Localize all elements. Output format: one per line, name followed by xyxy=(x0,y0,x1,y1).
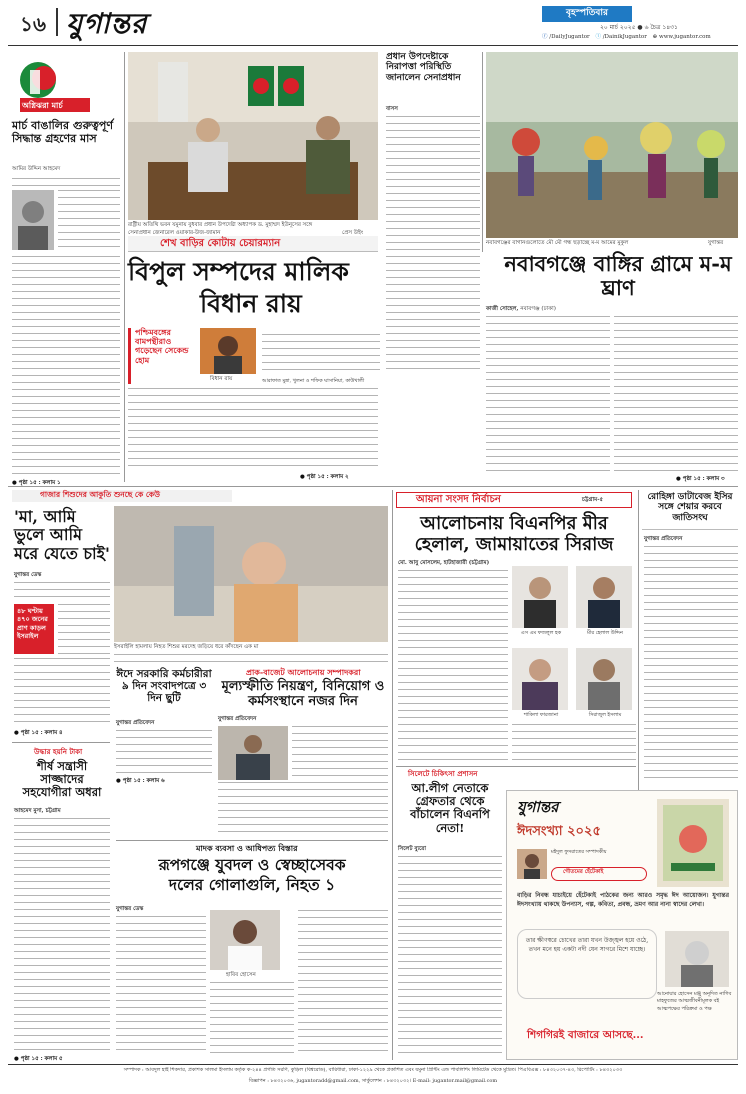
candidate-name-1: এস এম ফজলুল হক xyxy=(520,630,562,636)
rupganj-headline-2: দলের গোলাগুলি, নিহত ১ xyxy=(168,875,336,894)
ad-novel-label: গৌতমের হেঁটেকাই xyxy=(563,869,604,875)
masthead xyxy=(0,0,746,44)
gaza-body-b xyxy=(58,604,110,656)
march-headline: মার্চ বাঙালির গুরুত্বপূর্ণ সিদ্ধান্ত গ্রহণের মাস xyxy=(12,119,113,145)
newspaper-logo: যুগান্তর xyxy=(66,7,148,40)
gaza-kicker: গাজার শিশুদের আকুতি শুনছে কে কেউ xyxy=(40,490,160,499)
candidate-photo-1 xyxy=(512,566,568,628)
ad-logo: যুগান্তর xyxy=(517,798,559,816)
ad-quote-box xyxy=(517,929,657,999)
facebook-icon: ⓕ xyxy=(542,34,548,40)
sylhet-body xyxy=(398,856,502,1056)
facebook-handle[interactable]: /DailyJugantor xyxy=(549,34,590,40)
budget-body-2 xyxy=(218,782,388,836)
sheikh-headline-2: বিধান রায় xyxy=(200,289,302,318)
eid-byline: যুগান্তর প্রতিবেদন xyxy=(116,720,155,726)
march-jump[interactable]: ● পৃষ্ঠা ১৫ : কলাম ১ xyxy=(12,480,61,486)
candidate-name-2: মীর হেলাল উদ্দিন xyxy=(587,630,623,636)
army-body xyxy=(386,116,480,374)
globe-icon: ⊕ xyxy=(652,34,658,40)
masthead-rule xyxy=(8,45,738,46)
book-cover-icon xyxy=(657,799,729,887)
gaza-headline: 'মা, আমি ভুলে আমি মরে যেতে চাই' xyxy=(14,507,110,563)
mango-caption: নবাবগঞ্জের বাগানগুলোতে মৌ মৌ গন্ধ ছড়াচ্ছে ম-ম আমের মুকুল xyxy=(486,240,629,246)
recovery-body xyxy=(14,818,110,1054)
sylhet-byline: সিলেট ব্যুরো xyxy=(398,846,426,852)
mango-photo xyxy=(486,52,738,238)
mango-byline: কাজী সোহেল, নবাবগঞ্জ (ঢাকা) xyxy=(486,306,556,312)
rohingya-byline: যুগান্তর প্রতিবেদন xyxy=(644,536,683,542)
ad-blurb: বাড়ির নিবন্ধ যাচাইয়ে হেঁটেকাই পাঠকের জন্য আরও সমৃদ্ধ ঈদ আয়োজন। যুগান্তর ঈদসংখ্যায় থাকছে উপন্যাস, গল্প, কবিতা, প্রবন্ধ, ভ্রমণ আর নানা স্বাদের লেখা। xyxy=(517,892,729,908)
gaza-body-c xyxy=(14,658,110,728)
candidate-name-4: সিরাজুল ইসলাম xyxy=(588,712,622,718)
mango-credit: যুগান্তর xyxy=(708,240,724,246)
budget-body-1 xyxy=(292,726,388,780)
gaza-child-photo xyxy=(114,506,388,642)
army-headline: প্রধান উপদেষ্টাকে নিরাপত্তা পরিস্থিতি জানালেন সেনাপ্রধান xyxy=(386,52,461,83)
sheikh-headline-1: বিপুল সম্পদের মালিক xyxy=(128,257,349,286)
date-line: ২০ মার্চ ২০২৫ ● ৬ চৈত্র ১৪৩১ xyxy=(600,24,678,31)
recovery-kicker: উদ্ধার হয়নি টাকা xyxy=(34,747,83,756)
ad-title: ঈদসংখ্যা ২০২৫ xyxy=(517,824,601,839)
mango-byline-name: কাজী সোহেল xyxy=(486,306,517,312)
center-photo-caption: রাষ্ট্রীয় অতিথি ভবন যমুনায় বুধবার প্রধান উপদেষ্টা অধ্যাপক ড. মুহাম্মদ ইউনূসের সঙ্গে সেনাপ্রধান জেনারেল ওয়াকার-উজ-জামান xyxy=(128,222,313,236)
rupganj-body-1 xyxy=(116,916,206,1054)
mango-headline: নবাবগঞ্জে বাঙ্গির গ্রামে ম-ম ঘ্রাণ xyxy=(504,251,732,301)
eid-headline: ঈদে সরকারি কর্মচারীরা ৯ দিন সংবাদপত্রে ৩ দিন ছুটি xyxy=(116,668,212,705)
sylhet-headline: আ.লীগ নেতাকে গ্রেফতার থেকে বাঁচালেন বিএনপি নেতা! xyxy=(410,781,490,835)
rohingya-body xyxy=(644,546,738,784)
footer-contact: বিজ্ঞাপন : ৮৪৩২০৩৬, jugantoradd@gmail.com, সার্কুলেশন : ৮৪৩২০৩২। E-mail: jugantor.mail@gmail.com xyxy=(248,1078,498,1084)
gaza-jump[interactable]: ● পৃষ্ঠা ১৫ : কলাম ৪ xyxy=(14,730,63,736)
march-logo xyxy=(14,56,94,116)
march-logo-word: অগ্নিঝরা মার্চ xyxy=(22,100,63,110)
habib-photo xyxy=(210,910,280,970)
rupganj-byline: যুগান্তর ডেস্ক xyxy=(116,906,144,912)
gaza-byline: যুগান্তর ডেস্ক xyxy=(14,572,42,578)
rupganj-body-2 xyxy=(210,982,294,1054)
mango-body-2 xyxy=(614,316,738,474)
election-byline: মো. আবু মোসলেম, হাটহাজারী (চট্টগ্রাম) xyxy=(398,560,490,566)
candidate-photo-4 xyxy=(576,648,632,710)
election-constituency: চট্টগ্রাম-৫ xyxy=(582,497,604,503)
candidate-name-3: শাকিলা ফারজানা xyxy=(523,712,559,718)
budget-headline: মূল্যস্ফীতি নিয়ন্ত্রণ, বিনিয়োগ ও কর্মসংস্থানে নজর দিন xyxy=(221,679,385,709)
sheikh-byline: আরাফাত মুন্না, খুলনা ও শফিক ঘাসানিয়া, কাউখালী xyxy=(262,378,365,384)
army-dateline: বাসস xyxy=(386,106,398,112)
election-label: আয়না সংসদ নির্বাচন xyxy=(416,494,501,505)
ad-quote: তার ক্ষীণস্বরে চোখের তারা যখন উজ্জ্বল হয়ে ওঠে, তখন মনে হয় একটা নদী যেন সাগরে মিশে যাচ্ছে। xyxy=(525,937,649,953)
ad-writer-tag: মইদুল ফুসরাতের সম্পাদকীয় xyxy=(551,849,607,855)
sylhet-kicker: সিলেটে চিকিৎসা প্রশাসন xyxy=(408,769,478,778)
author-photo xyxy=(12,190,54,250)
ad-author-photo xyxy=(665,931,729,987)
recovery-byline: আহমেদ মুসা, চট্টগ্রাম xyxy=(14,808,61,814)
ad-book-cover xyxy=(657,799,729,887)
habib-photo-name: হাবিব হোসেন xyxy=(226,972,256,978)
election-body xyxy=(398,570,508,760)
gaza-stat-text: ৪৮ ঘণ্টায় ৪৭০ জনের প্রাণ কাড়ল ইসরাইল xyxy=(17,607,48,641)
ad-footer: শিগগিরই বাজারে আসছে... xyxy=(527,1029,644,1041)
mango-body-1 xyxy=(486,316,610,474)
budget-byline: যুগান্তর প্রতিবেদন xyxy=(218,716,257,722)
bidhan-roy-photo xyxy=(200,328,256,374)
sheikh-body-2 xyxy=(128,388,378,472)
footer-imprint: সম্পাদক : আবদুল হাই শিকদার, প্রকাশক সালমা ইসলাম কর্তৃক ক-২৪৪ প্রগতি সরণি, কুড়িল (বিশ্বরোড), বারিধারা, ঢাকা-১২২৯ থেকে প্রকাশিত এবং যমুনা প্রিন্টিং এন্ড পাবলিশিং লিমিটেড থেকে মুদ্রিত। পিএবিএক্স : ৮৪৩২০৩৭-৪৩, রিপোর্টিং : ৮৪৩২০৩৩ xyxy=(123,1067,623,1073)
sheikh-jump[interactable]: ● পৃষ্ঠা ১৫ : কলাম ২ xyxy=(300,474,349,480)
ad-writer-photo xyxy=(517,849,547,879)
eid-jump[interactable]: ● পৃষ্ঠা ১৫ : কলাম ৬ xyxy=(116,778,165,784)
gaza-photo-caption: ইসরাইলি হামলায় নিহত শিশুর মরদেহ জড়িয়ে ধরে কাঁদছেন এক মা xyxy=(114,644,259,650)
candidate-photo-2 xyxy=(576,566,632,628)
twitter-icon: ⓣ xyxy=(595,34,601,40)
center-photo-credit: প্রেস উইং xyxy=(342,230,364,236)
recovery-jump[interactable]: ● পৃষ্ঠা ১৫ : কলাম ৫ xyxy=(14,1056,63,1062)
march-byline: আমির উদ্দিন আহমেদ xyxy=(12,166,61,172)
gaza-body-a xyxy=(14,582,110,602)
sheikh-subhead: পশ্চিমবঙ্গের বামপন্থীরাও গড়েছেন সেকেন্ড হোম xyxy=(135,327,189,365)
rohingya-headline: রোহিঙ্গা ডাটাবেজ ইসির সঙ্গে শেয়ার করবে জাতিসংঘ xyxy=(647,492,733,523)
page-number: ১৬ xyxy=(20,12,46,36)
eid-issue-ad xyxy=(506,790,738,1060)
election-headline: আলোচনায় বিএনপির মীর হেলাল, জামায়াতের সিরাজ xyxy=(414,513,614,555)
ad-author-note: আনোয়ার হোসেন মঞ্জু অনূদিত নাগিব মাহফুজের আত্মজীবনীমূলক বই আত্মপক্ষের পরিক্রমা ও পক্ষ xyxy=(657,991,732,1012)
subhead-box xyxy=(128,328,198,384)
eid-body xyxy=(116,730,212,776)
mango-dateline: নবাবগঞ্জ (ঢাকা) xyxy=(520,306,556,312)
yunus-army-chief-photo xyxy=(128,52,378,220)
gaza-body-d xyxy=(114,654,388,664)
rupganj-kicker: মাদক ব্যবসা ও আধিপত্য বিস্তার xyxy=(196,843,298,853)
rupganj-body-3 xyxy=(298,910,388,1054)
candidate-photo-3 xyxy=(512,648,568,710)
sheikh-body-1 xyxy=(262,334,380,374)
twitter-handle[interactable]: /DainikJugantor xyxy=(602,34,647,40)
rupganj-headline-1: রূপগঞ্জে যুবদল ও স্বেচ্ছাসেবক xyxy=(158,855,346,874)
march-body xyxy=(12,256,120,478)
recovery-headline: শীর্ষ সন্ত্রাসী সাজ্জাদের সহযোগীরা অধরা xyxy=(22,759,102,800)
budget-meeting-photo xyxy=(218,726,288,780)
website-link[interactable]: www.jugantor.com xyxy=(659,34,711,40)
sheikh-kicker: শেখ বাড়ির কোটায় চেয়ারম্যান xyxy=(160,238,281,249)
gaza-stat-box xyxy=(14,604,54,654)
bidhan-roy-name: বিধান রায় xyxy=(210,376,233,382)
masthead-divider xyxy=(56,8,58,36)
budget-kicker: প্রাক-বাজেট আলোচনায় সম্পাদকরা xyxy=(246,667,361,677)
mango-jump[interactable]: ● পৃষ্ঠা ১৫ : কলাম ৩ xyxy=(676,476,725,482)
day-label: বৃহস্পতিবার xyxy=(566,8,608,18)
